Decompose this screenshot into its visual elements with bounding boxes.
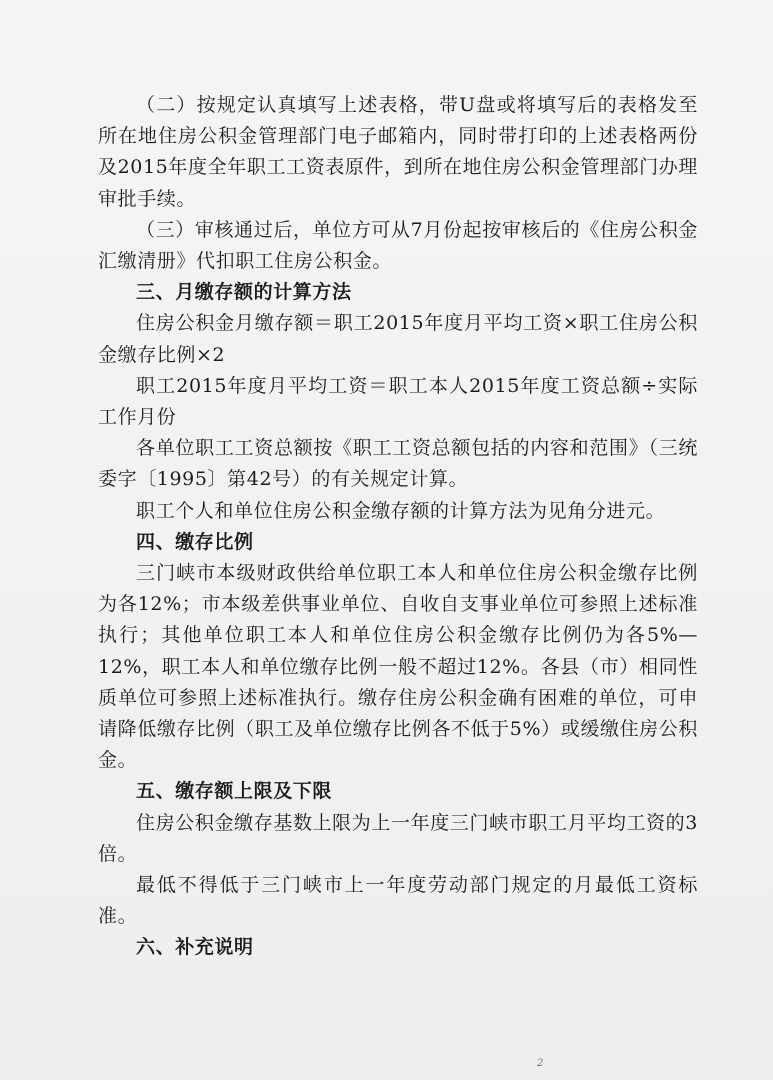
paragraph-rounding-rule: 职工个人和单位住房公积金缴存额的计算方法为见角分进元。 bbox=[136, 499, 666, 522]
paragraph-wage-total-rule: 各单位职工工资总额按《职工工资总额包括的内容和范围》（三统委字〔1995〕第42号）的有关规定计算。 bbox=[98, 437, 698, 491]
paragraph-ratio-details: 三门峡市本级财政供给单位职工本人和单位住房公积金缴存比例为各12%；市本级差供事业单位、自收自支事业单位可参照上述标准执行；其他单位职工本人和单位住房公积金缴存比例仍为各5%—12%，职工本人和单位缴存比例一般不超过12%。各县（市）相同性质单位可参照上述标准执行。缴存住房公积金确有困难的单位，可申请降低缴存比例（职工及单位缴存比例各不低于5%）或缓缴住房公积金。 bbox=[98, 562, 698, 772]
section-heading-ratio: 四、缴存比例 bbox=[136, 530, 254, 553]
paragraph-upper-limit: 住房公积金缴存基数上限为上一年度三门峡市职工月平均工资的3倍。 bbox=[98, 811, 698, 865]
section-heading-calculation: 三、月缴存额的计算方法 bbox=[136, 281, 352, 304]
section-heading-limits: 五、缴存额上限及下限 bbox=[136, 780, 333, 803]
paragraph-monthly-formula: 住房公积金月缴存额＝职工2015年度月平均工资×职工住房公积金缴存比例×2 bbox=[98, 312, 698, 366]
paragraph-submit-forms: （二）按规定认真填写上述表格，带U盘或将填写后的表格发至所在地住房公积金管理部门电子邮箱内，同时带打印的上述表格两份及2015年度全年职工工资表原件，到所在地住房公积金管理部门办理审批手续。 bbox=[98, 94, 698, 210]
section-heading-supplement: 六、补充说明 bbox=[136, 936, 254, 959]
document-body bbox=[98, 90, 698, 964]
paragraph-average-wage-formula: 职工2015年度月平均工资＝职工本人2015年度工资总额÷实际工作月份 bbox=[98, 374, 698, 429]
paragraph-lower-limit: 最低不得低于三门峡市上一年度劳动部门规定的月最低工资标准。 bbox=[98, 874, 698, 928]
page-number: 2 bbox=[537, 1058, 544, 1069]
paragraph-after-approval: （三）审核通过后，单位方可从7月份起按审核后的《住房公积金汇缴清册》代扣职工住房公积金。 bbox=[98, 218, 698, 273]
